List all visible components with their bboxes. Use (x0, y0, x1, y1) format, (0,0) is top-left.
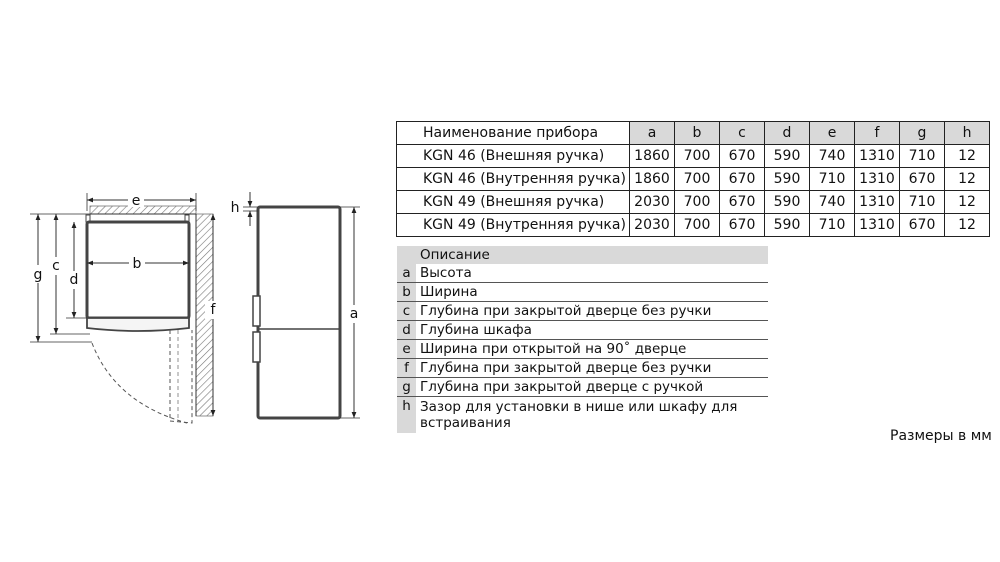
legend-key: f (397, 359, 416, 377)
description-legend (397, 246, 768, 433)
legend-item (397, 397, 768, 433)
cell-e: 710 (810, 168, 855, 191)
cell-f: 1310 (855, 168, 900, 191)
units-note: Размеры в мм (890, 428, 992, 444)
header-a: a (630, 122, 675, 145)
label-d: d (69, 272, 79, 288)
cell-h: 12 (945, 145, 990, 168)
label-a: a (349, 306, 359, 322)
legend-text: Глубина при закрытой дверце с ручкой (420, 379, 704, 395)
label-e: e (131, 193, 141, 209)
cell-d: 590 (765, 168, 810, 191)
cell-h: 12 (945, 168, 990, 191)
cell-e: 740 (810, 191, 855, 214)
cell-c: 670 (720, 145, 765, 168)
legend-text: Ширина (420, 284, 478, 300)
cell-g: 670 (900, 168, 945, 191)
cell-a: 1860 (630, 145, 675, 168)
legend-key: g (397, 378, 416, 396)
door-swing-arc (92, 343, 187, 423)
header-h: h (945, 122, 990, 145)
legend-text: Глубина при закрытой дверце без ручки (420, 360, 712, 376)
label-h: h (230, 200, 240, 216)
row-name: KGN 49 (Внешняя ручка) (397, 191, 630, 214)
legend-title: Описание (416, 246, 768, 264)
header-g: g (900, 122, 945, 145)
open-door-outline (170, 330, 192, 423)
cell-c: 670 (720, 191, 765, 214)
fridge-door-plan (87, 318, 189, 331)
legend-item (397, 378, 768, 397)
legend-text: Высота (420, 265, 472, 281)
fridge-body-side (258, 207, 340, 418)
top-view (30, 191, 221, 423)
legend-text: Зазор для установки в нише или шкафу для встраивания (420, 399, 738, 431)
legend-key: b (397, 283, 416, 301)
cell-b: 700 (675, 214, 720, 237)
cell-a: 1860 (630, 168, 675, 191)
table-row (397, 214, 990, 237)
legend-text: Глубина шкафа (420, 322, 532, 338)
label-b: b (132, 256, 142, 272)
legend-text: Ширина при открытой на 90˚ дверце (420, 341, 687, 357)
dimensions-table (396, 121, 990, 237)
cell-e: 740 (810, 145, 855, 168)
cell-e: 710 (810, 214, 855, 237)
legend-key: e (397, 340, 416, 358)
legend-key: c (397, 302, 416, 320)
table-row (397, 145, 990, 168)
cell-b: 700 (675, 168, 720, 191)
table-row (397, 191, 990, 214)
cell-f: 1310 (855, 191, 900, 214)
cell-a: 2030 (630, 191, 675, 214)
header-f: f (855, 122, 900, 145)
table-row (397, 168, 990, 191)
table-header-row (397, 122, 990, 145)
cell-h: 12 (945, 191, 990, 214)
label-g: g (33, 267, 43, 283)
cell-f: 1310 (855, 214, 900, 237)
row-name: KGN 49 (Внутренняя ручка) (397, 214, 630, 237)
legend-key: a (397, 264, 416, 282)
legend-item (397, 359, 768, 378)
cell-a: 2030 (630, 214, 675, 237)
cell-b: 700 (675, 191, 720, 214)
label-f: f (210, 302, 216, 318)
cell-h: 12 (945, 214, 990, 237)
cell-d: 590 (765, 145, 810, 168)
legend-item (397, 283, 768, 302)
header-b: b (675, 122, 720, 145)
header-c: c (720, 122, 765, 145)
legend-item (397, 321, 768, 340)
header-d: d (765, 122, 810, 145)
side-view (231, 192, 362, 418)
cell-b: 700 (675, 145, 720, 168)
label-c: c (52, 258, 60, 274)
cell-d: 590 (765, 191, 810, 214)
row-name: KGN 46 (Внешняя ручка) (397, 145, 630, 168)
cell-c: 670 (720, 168, 765, 191)
cell-g: 710 (900, 145, 945, 168)
wall-hatch-top (90, 206, 196, 214)
header-e: e (810, 122, 855, 145)
upper-handle (253, 296, 260, 326)
cell-g: 710 (900, 191, 945, 214)
legend-header-spacer (397, 246, 416, 264)
lower-handle (253, 332, 260, 362)
fridge-dimension-drawing (0, 0, 390, 440)
row-name: KGN 46 (Внутренняя ручка) (397, 168, 630, 191)
legend-header (397, 246, 768, 264)
cell-g: 670 (900, 214, 945, 237)
legend-item (397, 340, 768, 359)
legend-key: d (397, 321, 416, 339)
header-appliance-name: Наименование прибора (397, 122, 630, 145)
legend-text: Глубина при закрытой дверце без ручки (420, 303, 712, 319)
legend-item (397, 264, 768, 283)
legend-item (397, 302, 768, 321)
cell-f: 1310 (855, 145, 900, 168)
legend-key: h (397, 397, 416, 433)
cell-c: 670 (720, 214, 765, 237)
cell-d: 590 (765, 214, 810, 237)
